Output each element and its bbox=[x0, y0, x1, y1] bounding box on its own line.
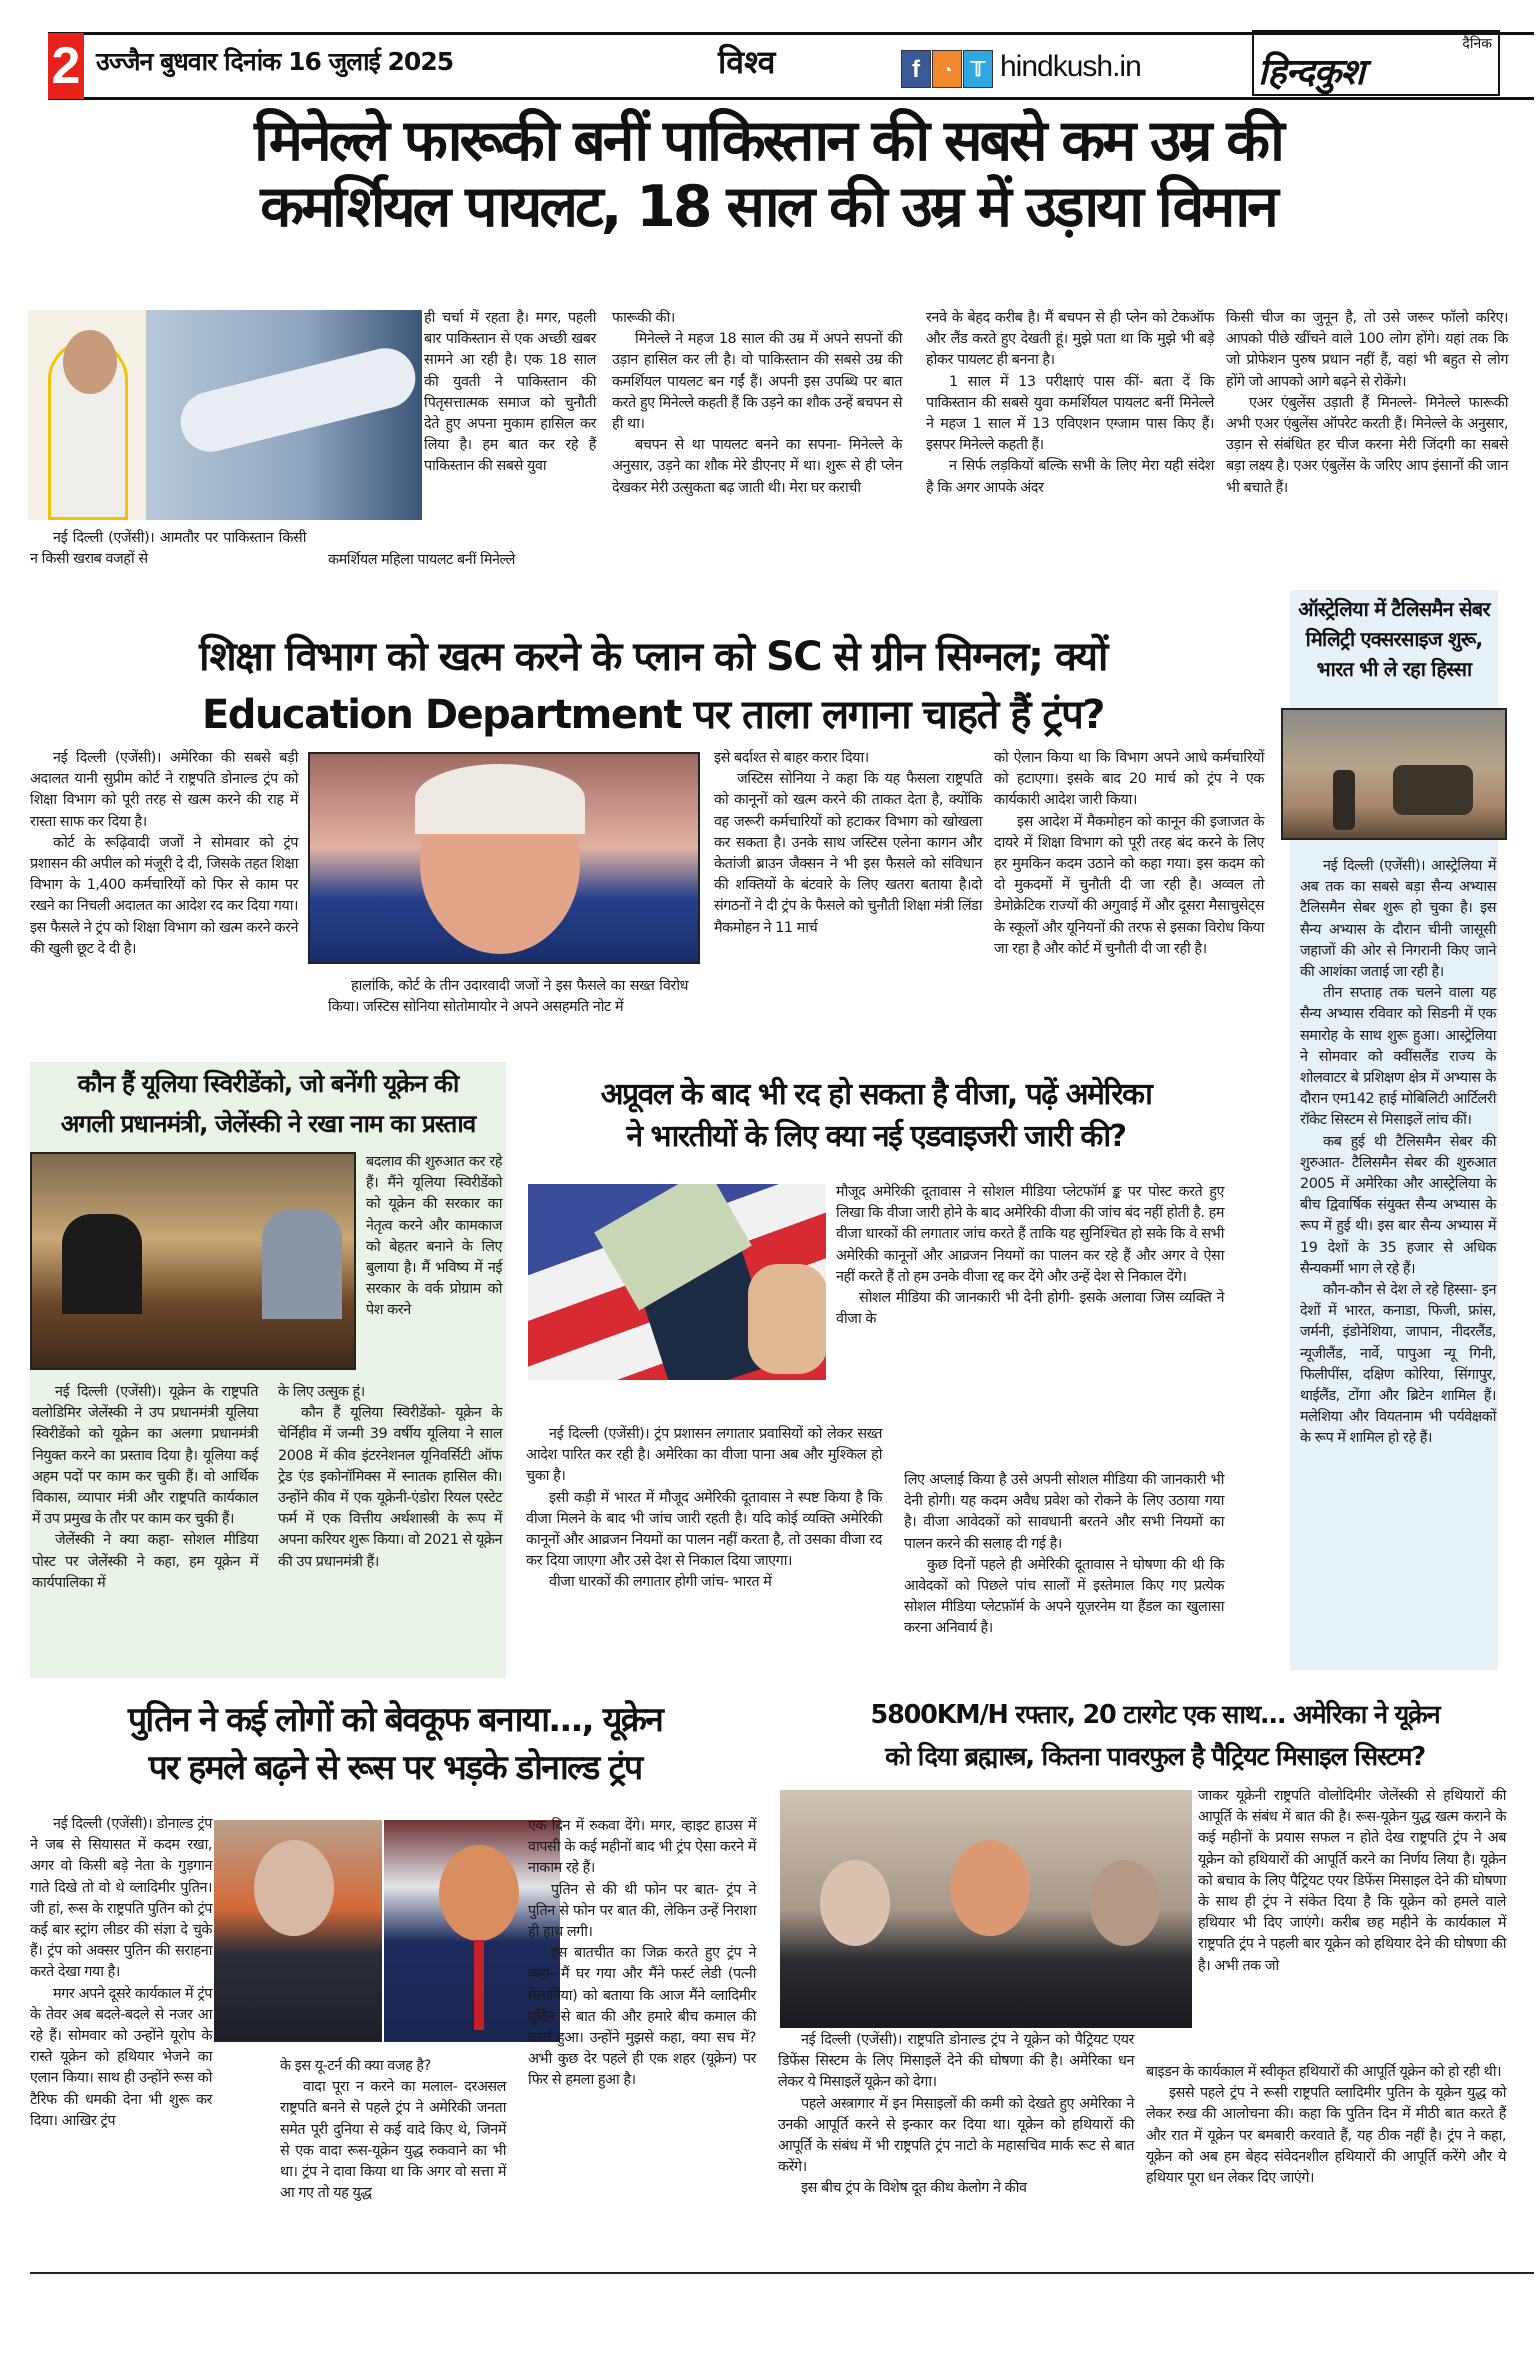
paragraph: बचपन से था पायलट बनने का सपना- मिनेल्ले के अनुसार, उड़ने का शौक मेरे डीएनए में था। शुरू से ही प्लेन देखकर मेरी उत्सुकता बढ़ जाती थी। मेरा घर कराची bbox=[612, 437, 902, 496]
paragraph: मगर अपने दूसरे कार्यकाल में ट्रंप के तेवर अब बदले-बदले से नजर आ रहे हैं। सोमवार को उन्होंने यूरोप के रास्ते यूक्रेन को हथियार भेजने का एलान किया। साथ ही उन्होंने रूस को टैरिफ की धमकी देना भी शुरू कर दिया। आखिर ट्रंप bbox=[30, 1985, 212, 2129]
paragraph: हालांकि, कोर्ट के तीन उदारवादी जजों ने इस फैसले का सख्त विरोध किया। जस्टिस सोनिया सोतोमायोर ने अपने असहमति नोट में bbox=[328, 978, 688, 1016]
paragraph: एक दिन में रुकवा देंगे। मगर, व्हाइट हाउस में वापसी के कई महीनों बाद भी ट्रंप ऐसा करने में नाकाम रहे हैं। bbox=[528, 1818, 756, 1877]
story1-col2 bbox=[424, 308, 596, 478]
paragraph: पहले अस्त्रागार में इन मिसाइलों की कमी को देखते हुए अमेरिका ने उनकी आपूर्ति करने से इन्कार कर दिया था। यूक्रेन को हथियारों की आपूर्ति के संबंध में भी राष्ट्रपति ट्रंप नाटो के महासचिव मार्क रूट से बात करेंगे। bbox=[778, 2095, 1134, 2176]
rss-icon[interactable]: ◔ bbox=[932, 50, 962, 88]
paragraph: ही चर्चा में रहता है। मगर, पहली बार पाकिस्तान से एक अच्छी खबर सामने आ रही है। एक 18 साल की युवती ने पाकिस्तान की पितृसत्तात्मक समाज को चुनौती देते हुए अपना मुकाम हासिल कर लिया है। हम बात कर रहे हैं पाकिस्तान की सबसे युवा bbox=[424, 310, 596, 475]
paragraph: मिनेल्ले ने महज 18 साल की उम्र में अपने सपनों की उड़ान हासिल कर ली है। वो पाकिस्तान की सबसे उम्र की कमर्शियल पायलट बन गईं हैं। अपनी इस उपब्धि पर बात करते हुए मिनेल्ले कहती हैं कि उड़ने का शौक उन्हें बचपन से ही था। bbox=[612, 331, 902, 433]
story5-col2 bbox=[280, 2056, 506, 2204]
trump-photo bbox=[308, 752, 700, 964]
putin-trump-zelensky-photo bbox=[780, 1790, 1192, 2028]
story2-headline bbox=[30, 628, 1276, 744]
paragraph: वीजा धारकों की लगातार होगी जांच- भारत में bbox=[549, 1574, 772, 1591]
paragraph: सोशल मीडिया की जानकारी भी देनी होगी- इसके अलावा जिस व्यक्ति ने वीजा के bbox=[836, 1290, 1224, 1328]
story1-headline bbox=[20, 108, 1516, 240]
paragraph: कुछ दिनों पहले ही अमेरिकी दूतावास ने घोषणा की थी कि आवेदकों को पिछले पांच सालों में इस्तेमाल किए गए प्रत्येक सोशल मीडिया प्लेटफ़ॉर्म के अपने यूज़रनेम या हैंडल का खुलासा करना अनिवार्य है। bbox=[904, 1556, 1224, 1637]
paragraph: कब हुई थी टैलिसमैन सेबर की शुरुआत- टैलिसमैन सेबर की शुरुआत 2005 में अमेरिका और आस्ट्रेलिया के बीच द्विवार्षिक संयुक्त सैन्य अभ्यास के रूप में हुई थी। इस बार सैन्य अभ्यास में 19 देशों के 35 हजार से अधिक सैन्यकर्मी भाग ले रहे हैं। bbox=[1300, 1133, 1496, 1277]
story6-headline-line1: 5800KM/H रफ्तार, 20 टारगेट एक साथ... अमेरिका ने यूक्रेन bbox=[870, 1700, 1440, 1730]
paragraph: इस बातचीत का जिक्र करते हुए ट्रंप ने कहा- मैं घर गया और मैंने फर्स्ट लेडी (पत्नी मेलानिया) को बताया कि आज मैंने व्लादिमीर पुतिन से बात की और हमारे बीच कमाल की वार्ता हुआ। उन्होंने मुझसे कहा, क्या सच में? अभी कुछ देर पहले ही एक शहर (यूक्रेन) पर फिर से हमला हुआ है। bbox=[528, 1945, 756, 2089]
pilot-plane-photo bbox=[28, 310, 422, 520]
story1-col2-tail bbox=[328, 550, 598, 571]
paragraph: इस आदेश में मैकमोहन को कानून की इजाजत के दायरे में शिक्षा विभाग को पूरी तरह बंद करने के लिए हर मुमकिन कदम उठाने को कहा गया। इस कदम को दो मुकदमों में चुनौती दी जा रही है। अव्वल तो डेमोक्रेटिक राज्यों की अगुवाई में और दूसरा मैसाचुसेट्स के स्कूलों और यूनियनों की तरफ से इसका विरोध किया जा रहा है और कोर्ट में चुनौती दी जा रही है। bbox=[994, 813, 1264, 957]
story6-col2 bbox=[1146, 2062, 1506, 2189]
paragraph: नई दिल्ली (एजेंसी)। राष्ट्रपति डोनाल्ड ट्रंप ने यूक्रेन को पैट्रियट एयर डिफेंस सिस्टम के लिए मिसाइलें देने की घोषणा की है। अमेरिका धन लेकर ये मिसाइलें यूक्रेन को देगा। bbox=[778, 2032, 1134, 2091]
section-title: विश्व bbox=[718, 43, 776, 81]
story3-col-right bbox=[366, 1152, 502, 1322]
story5-col1 bbox=[30, 1814, 212, 2132]
paragraph: नई दिल्ली (एजेंसी)। यूक्रेन के राष्ट्रपति वलोडिमिर जेलेंस्की ने उप प्रधानमंत्री यूलिया स्विरीडेंको को यूक्रेन का अलगा प्रधानमंत्री नियुक्त करने का प्रस्ताव दिया है। यूलिया कई अहम पदों पर काम कर चुकी हैं। वो आर्थिक विकास, व्यापार मंत्री और राष्ट्रपति कार्यकाल में उप प्रमुख के तौर पर काम कर चुकी हैं। bbox=[32, 1384, 258, 1528]
story3-headline-line1: कौन हैं यूलिया स्विरीडेंको, जो बनेंगी यूक्रेन की bbox=[77, 1069, 459, 1098]
paragraph: कमर्शियल महिला पायलट बनीं मिनेल्ले bbox=[328, 552, 515, 568]
paragraph: किसी चीज का जुनून है, तो उसे जरूर फॉलो करिए। आपको पीछे खींचने वाले 100 लोग होंगे। यहां तक कि जो प्रोफेशन पुरुष प्रधान नहीं हैं, वहां भी बहुत से लोग होंगे जो आपको आगे बढ़ने से रोकेंगे। bbox=[1226, 310, 1508, 390]
story6-headline bbox=[780, 1694, 1530, 1778]
paragraph: तीन सप्ताह तक चलने वाला यह सैन्य अभ्यास रविवार को सिडनी में एक समारोह के साथ शुरू हुआ। आस्ट्रेलिया ने सोमवार को क्वींसलैंड राज्य के शोलवाटर बे प्रशिक्षण क्षेत्र में अभ्यास के दौरान एम142 हाई मोबिलिटी आर्टिलरी रॉकेट सिस्टम से मिसाइलें लांच कीं। bbox=[1300, 985, 1496, 1129]
paragraph: इसे बर्दाश्त से बाहर करार दिया। bbox=[714, 750, 869, 766]
paragraph: नई दिल्ली (एजेंसी)। आमतौर पर पाकिस्तान किसी न किसी खराब वजहों से bbox=[30, 530, 306, 568]
paragraph: को ऐलान किया था कि विभाग अपने आधे कर्मचारियों को हटाएगा। इसके बाद 20 मार्च को ट्रंप ने एक कार्यकारी आदेश जारी किया। bbox=[994, 750, 1264, 809]
paragraph: कौन-कौन से देश ले रहे हिस्सा- इन देशों में भारत, कनाडा, फिजी, फ्रांस, जर्मनी, इंडोनेशिया, जापान, नीदरलैंड, न्यूजीलैंड, नार्वे, पापुआ न्यू गिनी, फिलीपींस, दक्षिण कोरिया, सिंगापुर, थाईलैंड, टोंगा और ब्रिटेन शामिल हैं। मलेशिया और वियतनाम भी पर्यवेक्षकों के रूप में शामिल हो रहे हैं। bbox=[1300, 1282, 1496, 1447]
paragraph: नई दिल्ली (एजेंसी)। डोनाल्ड ट्रंप ने जब से सियासत में कदम रखा, अगर वो किसी बड़े नेता के गुड़गान गाते दिखे तो वो थे व्लादिमीर पुतिन। जी हां, रूस के राष्ट्रपति पुतिन को ट्रंप कई बार स्ट्रांग लीडर की संज्ञा दे चुके हैं। ट्रंप को अक्सर पुतिन की सराहना करते देखा गया है। bbox=[30, 1816, 212, 1981]
sidebar-body bbox=[1300, 856, 1496, 1450]
paragraph: जेलेंस्की ने क्या कहा- सोशल मीडिया पोस्ट पर जेलेंस्की ने कहा, हम यूक्रेन में कार्यपालिका में bbox=[32, 1532, 258, 1591]
page-bottom-rule bbox=[30, 2272, 1534, 2274]
paragraph: पुतिन से की थी फोन पर बात- ट्रंप ने पुतिन से फोन पर बात की, लेकिन उन्हें निराशा ही हाथ लगी। bbox=[528, 1881, 756, 1941]
paragraph: के इस यू-टर्न की क्या वजह है? bbox=[280, 2058, 431, 2074]
story2-col2 bbox=[328, 976, 688, 1018]
paragraph: वादा पूरा न करने का मलाल- दरअसल राष्ट्रपति बनने से पहले ट्रंप ने अमेरिकी जनता समेत पूरी दुनिया से कई वादे किए थे, जिनमें से एक वादा रूस-यूक्रेन युद्ध रुकवाने का भी था। ट्रंप ने दावा किया था कि अगर वो सत्ता में आ गए तो यह युद्ध bbox=[280, 2079, 506, 2202]
paragraph: कौन हैं यूलिया स्विरीडेंको- यूक्रेन के चेर्निहीव में जन्मी 39 वर्षीय यूलिया ने साल 2008 में कीव इंटरनेशनल यूनिवर्सिटी ऑफ ट्रेड एंड इकोनॉमिक्स में स्नातक हासिल की। उन्होंने कीव में एक यूक्रेनी-एंडोरा रियल एस्टेट फर्म में एक वित्तीय अर्थशास्त्री के रूप में अपना करियर शुरू किया। वो 2021 से यूक्रेन की उप प्रधानमंत्री हैं। bbox=[278, 1405, 502, 1570]
story3-col2 bbox=[278, 1382, 502, 1573]
story3-col1 bbox=[32, 1382, 258, 1594]
paragraph: नई दिल्ली (एजेंसी)। आस्ट्रेलिया में अब तक का सबसे बड़ा सैन्य अभ्यास टैलिसमैन सेबर शुरू हो चुका है। इस सैन्य अभ्यास के दौरान चीनी जासूसी जहाजों की ओर से निगरानी किए जाने की आशंका जताई जा रही है। bbox=[1300, 858, 1496, 981]
story1-col3 bbox=[612, 308, 902, 499]
putin-photo bbox=[214, 1820, 382, 2042]
newspaper-logo bbox=[1252, 30, 1500, 96]
story1-col4 bbox=[926, 308, 1214, 499]
paragraph: मौजूद अमेरिकी दूतावास ने सोशल मीडिया प्लेटफॉर्म ङ्क पर पोस्ट करते हुए लिखा कि वीजा जारी होने के बाद अमेरिकी वीजा की जांच बंद नहीं होती है. हम वीजा धारकों की लगातार जांच करते हैं ताकि यह सुनिश्चित हो सके कि वे सभी अमेरिकी कानूनों और आव्रजन नियमों का पालन कर रहे हैं और अगर वे ऐसा नहीं करते हैं तो हम उनके वीजा रद्द कर देंगे और उन्हें देश से निकाल देंगे। bbox=[836, 1184, 1224, 1285]
paragraph: इससे पहले ट्रंप ने रूसी राष्ट्रपति व्लादिमीर पुतिन के यूक्रेन युद्ध को लेकर रुख की आलोचना की। कहा कि पुतिन दिन में मीठी बात करते हैं और रात में यूक्रेन पर बमबारी करवाते हैं, यह ठीक नहीं है। ट्रंप ने कहा, यूक्रेन को अब हम बेहद संवेदनशील हथियारों की आपूर्ति करेंगे और ये हथियार पूरा धन लेकर दिए जाएंगे। bbox=[1146, 2085, 1506, 2187]
logo-name: हिन्दकुश bbox=[1258, 51, 1364, 93]
story5-col3 bbox=[528, 1816, 756, 2092]
paragraph: जस्टिस सोनिया ने कहा कि यह फैसला राष्ट्रपति को कानूनों को खत्म करने की ताकत देता है, क्योंकि वह जरूरी कर्मचारियों को हटाकर विभाग को खोखला कर सकता है। उनके साथ जस्टिस एलेना कागन और केतांजी ब्राउन जैक्सन ने भी इस फैसले को संविधान की शक्तियों के बंटवारे के लिए खतरा बताया है।दो संगठनों ने दी ट्रंप के फैसले को चुनौती शिक्षा मंत्री लिंडा मैकमोहन ने 11 मार्च bbox=[714, 771, 982, 936]
zelensky-svyrydenko-photo bbox=[30, 1152, 356, 1370]
story1-col5 bbox=[1226, 308, 1508, 499]
story4-col1 bbox=[526, 1424, 882, 1594]
paragraph: बाइडन के कार्यकाल में स्वीकृत हथियारों की आपूर्ति यूक्रेन को हो रही थी। bbox=[1146, 2064, 1502, 2080]
story3-headline-line2: अगली प्रधानमंत्री, जेलेंस्की ने रखा नाम का प्रस्ताव bbox=[60, 1109, 476, 1138]
paragraph: नई दिल्ली (एजेंसी)। अमेरिका की सबसे बड़ी अदालत यानी सुप्रीम कोर्ट ने राष्ट्रपति डोनाल्ड ट्रंप को शिक्षा विभाग को पूरी तरह से खत्म करने की राह में रास्ता साफ कर दिया है। bbox=[30, 750, 298, 830]
sidebar-headline: ऑस्ट्रेलिया में टैलिसमैन सेबर मिलिट्री एक्सरसाइज शुरू, भारत भी ले रहा हिस्सा bbox=[1298, 597, 1490, 681]
paragraph: बदलाव की शुरुआत कर रहे हैं। मैंने यूलिया स्विरीडेंको को यूक्रेन की सरकार का नेतृत्व करने और कामकाज को बेहतर बनाने के लिए बुलाया है। मैं भविष्य में नई सरकार के वर्क प्रोग्राम को पेश करने bbox=[366, 1154, 502, 1319]
story4-headline-line1: अप्रूवल के बाद भी रद हो सकता है वीजा, पढ़ें अमेरिका bbox=[600, 1077, 1152, 1112]
story1-headline-line2: कमर्शियल पायलट, 18 साल की उम्र में उड़ाया विमान bbox=[260, 174, 1276, 240]
paragraph: एअर एंबुलेंस उड़ाती हैं मिनल्ले- मिनेल्ले फारूकी अभी एअर एंबुलेंस ऑपरेट करती हैं। मिनेल्ले के अनुसार, उड़ान से संबंधित हर चीज करना मेरी जिंदगी का सबसे बड़ा लक्ष्य है। एअर एंबुलेंस के जरिए आप इंसानों की जान भी बचाते हैं। bbox=[1226, 394, 1508, 496]
passport-visa-photo bbox=[528, 1184, 826, 1380]
paragraph: इस बीच ट्रंप के विशेष दूत कीथ केलोग ने कीव bbox=[801, 2180, 1027, 2197]
logo-tagline: दैनिक bbox=[1462, 36, 1492, 52]
twitter-icon[interactable]: 𝕋 bbox=[963, 50, 993, 88]
website-link[interactable]: hindkush.in bbox=[1000, 50, 1141, 83]
paragraph: कोर्ट के रूढ़िवादी जजों ने सोमवार को ट्रंप प्रशासन की अपील को मंजूरी दे दी, जिसके तहत शिक्षा विभाग के 1,400 कर्मचारियों को फिर से काम पर रखने का निचली अदालत का आदेश रद कर दिया गया। इस फैसले ने ट्रंप को शिक्षा विभाग को खत्म करने करने की खुली छूट दे दी है। bbox=[30, 834, 298, 957]
story2-col4 bbox=[994, 748, 1264, 960]
story4-headline bbox=[520, 1074, 1232, 1158]
story1-headline-line1: मिनेल्ले फारूकी बनीं पाकिस्तान की सबसे कम उम्र की bbox=[254, 108, 1282, 174]
story5-headline-line1: पुतिन ने कई लोगों को बेवकूफ बनाया..., यूक्रेन bbox=[127, 1700, 663, 1740]
story4-col2 bbox=[904, 1470, 1224, 1640]
story2-col3 bbox=[714, 748, 982, 939]
story6-col-right bbox=[1198, 1786, 1506, 1977]
paragraph: फारूकी की। bbox=[612, 310, 675, 326]
paragraph: लिए अप्लाई किया है उसे अपनी सोशल मीडिया की जानकारी भी देनी होगी। यह कदम अवैध प्रवेश को रोकने के लिए उठाया गया है। वीजा आवेदकों को सावधानी बरतने और सभी नियमों का पालन करने की सलाह दी गई है। bbox=[904, 1472, 1224, 1552]
paragraph: इसी कड़ी में भारत में मौजूद अमेरिकी दूतावास ने स्पष्ट किया है कि वीजा मिलने के बाद भी जांच जारी रहती है। यदि कोई व्यक्ति अमेरिकी कानूनों और आव्रजन नियमों का पालन नहीं करता है, तो उसका वीजा रद कर दिया जाएगा और उसे देश से निकाल दिया जाएगा। bbox=[526, 1489, 882, 1570]
military-exercise-photo bbox=[1281, 708, 1507, 840]
facebook-icon[interactable]: f bbox=[901, 50, 931, 88]
paragraph: 1 साल में 13 परीक्षाएं पास कीं- बता दें कि पाकिस्तान की सबसे युवा कमर्शियल पायलट बनीं मिनेल्ले ने महज 1 साल में 13 एविएशन एग्जाम पास किए हैं। इसपर मिनेल्ले कहती हैं। bbox=[926, 373, 1214, 454]
story4-headline-line2: ने भारतीयों के लिए क्या नई एडवाइजरी जारी की? bbox=[626, 1119, 1126, 1154]
paragraph: रनवे के बेहद करीब है। मैं बचपन से ही प्लेन को टेकऑफ और लैंड करते हुए देखती हूं। मुझे पता था कि मुझे भी बड़े होकर पायलट ही बनना है। bbox=[926, 310, 1214, 369]
dateline: उज्जैन बुधवार दिनांक 16 जुलाई 2025 bbox=[96, 47, 454, 76]
paragraph: के लिए उत्सुक हूं। bbox=[278, 1384, 365, 1400]
story3-headline bbox=[30, 1064, 506, 1144]
story2-headline-line2: Education Department पर ताला लगाना चाहते हैं ट्रंप? bbox=[201, 692, 1105, 738]
paragraph: न सिर्फ लड़कियों बल्कि सभी के लिए मेरा यही संदेश है कि अगर आपके अंदर bbox=[926, 458, 1214, 496]
story6-headline-line2: को दिया ब्रह्मास्त्र, कितना पावरफुल है पैट्रियट मिसाइल सिस्टम? bbox=[885, 1742, 1425, 1772]
story2-headline-line1: शिक्षा विभाग को खत्म करने के प्लान को SC से ग्रीन सिग्नल; क्यों bbox=[199, 634, 1107, 680]
story1-col1 bbox=[30, 528, 306, 570]
paragraph: नई दिल्ली (एजेंसी)। ट्रंप प्रशासन लगातार प्रवासियों को लेकर सख्त आदेश पारित कर रही है। अमेरिका का वीजा पाना अब और मुश्किल हो चुका है। bbox=[526, 1426, 882, 1485]
story5-headline-line2: पर हमले बढ़ने से रूस पर भड़के डोनाल्ड ट्रंप bbox=[148, 1748, 642, 1788]
story5-headline bbox=[20, 1696, 770, 1792]
story4-col-right bbox=[836, 1182, 1224, 1330]
story6-col1 bbox=[778, 2030, 1134, 2200]
page-number: 2 bbox=[48, 33, 84, 99]
paragraph: जाकर यूक्रेनी राष्ट्रपति वोलोदिमीर जेलेंस्की से हथियारों की आपूर्ति के संबंध में बात की है। रूस-यूक्रेन युद्ध खत्म कराने के कई महीनों के प्रयास सफल न होते देख राष्ट्रपति ट्रंप ने अब यूक्रेन को हथियारों की आपूर्ति करने का निर्णय लिया है। यूक्रेन को बचाव के लिए पैट्रियट एयर डिफेंस मिसाइल देने की घोषणा के साथ ही ट्रंप ने संकेत दिया है कि यूक्रेन को हमले वाले हथियार भी दिए जाएंगे। करीब छह महीने के कार्यकाल में राष्ट्रपति ट्रंप ने पहली बार यूक्रेन को हथियार देने की घोषणा की है। अभी तक जो bbox=[1198, 1788, 1506, 1974]
story2-col1 bbox=[30, 748, 298, 960]
